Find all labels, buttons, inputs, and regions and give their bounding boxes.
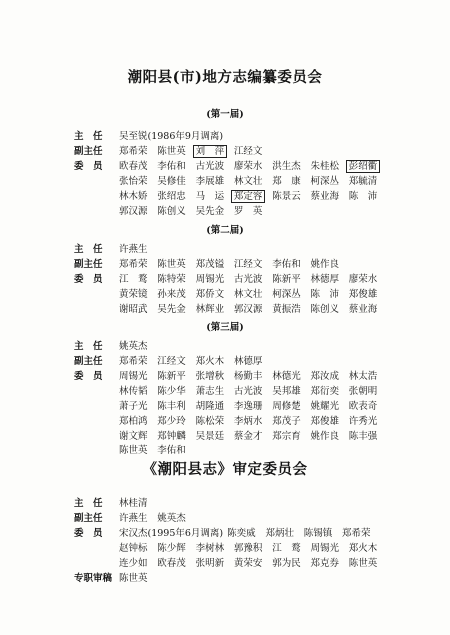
member-name: 陈新平 xyxy=(272,274,301,285)
name-row xyxy=(119,428,387,442)
member-name: 陈丰利 xyxy=(157,401,186,412)
member-name: 周修楚 xyxy=(272,401,301,412)
member-name: 李展雄 xyxy=(195,176,225,187)
member-name: 谢昭武 xyxy=(119,304,148,315)
member-name: 林德厚 xyxy=(310,274,339,285)
member-name: 郭豫积 xyxy=(233,543,263,554)
member-name: 欧表奇 xyxy=(348,401,378,412)
row-label: 副主任 xyxy=(74,356,103,367)
member-name: 许燕生 xyxy=(119,244,148,255)
member-name: 郑汝成 xyxy=(310,371,339,382)
name-row xyxy=(119,555,387,569)
member-name: 黄荣镜 xyxy=(119,289,148,300)
member-name: 林桂清 xyxy=(119,498,148,509)
member-name: 林传韬 xyxy=(119,386,148,397)
name-row xyxy=(119,338,157,352)
member-name: 郭汉源 xyxy=(233,304,263,315)
member-name: 江经文 xyxy=(233,146,263,157)
member-name: 陈丰强 xyxy=(348,431,378,442)
member-name: 吴修佳 xyxy=(157,176,186,187)
name-row xyxy=(119,368,387,382)
member-name: 洪生杰 xyxy=(272,161,301,172)
row-label: 副主任 xyxy=(74,513,103,524)
member-name: 陈少华 xyxy=(157,386,186,397)
member-name: 张增秋 xyxy=(195,371,225,382)
name-row xyxy=(119,383,387,397)
member-name: 郑宗育 xyxy=(272,431,301,442)
member-name: 郑火木 xyxy=(195,356,225,367)
member-name: 郭为民 xyxy=(272,558,301,569)
row-label: 副主任 xyxy=(74,259,103,270)
name-row xyxy=(119,398,387,412)
row-label: 专职审稿 xyxy=(74,573,113,584)
member-name: 郑俊雄 xyxy=(310,416,339,427)
member-name: 柯深丛 xyxy=(272,289,301,300)
member-name: 马 运 xyxy=(195,191,225,202)
member-name: 郑少玲 xyxy=(157,416,186,427)
row-label: 委 员 xyxy=(74,528,103,539)
page-title: 潮阳县(市)地方志编纂委员会 xyxy=(127,69,323,86)
member-name: 姚作良 xyxy=(310,431,339,442)
member-name: 陈创义 xyxy=(157,206,186,217)
member-name: 江 鹜 xyxy=(272,543,301,554)
member-name: 郑克券 xyxy=(310,558,339,569)
member-name: 吴邦雄 xyxy=(272,386,301,397)
member-name: 李逸珊 xyxy=(233,401,263,412)
member-name: 江经文 xyxy=(157,356,186,367)
member-name: 陈奕威 xyxy=(227,528,256,539)
member-name: 连少如 xyxy=(119,558,148,569)
member-name: 郑茂子 xyxy=(272,416,301,427)
row-label: 主 任 xyxy=(74,498,103,509)
member-name: 陈特荣 xyxy=(157,274,186,285)
member-name: 柯深丛 xyxy=(310,176,339,187)
member-name: 黄荣安 xyxy=(233,558,263,569)
member-name: 陈创义 xyxy=(310,304,339,315)
member-name: 古光波 xyxy=(233,386,263,397)
member-name: 陈世英 xyxy=(119,445,148,456)
member-name: 吴先金 xyxy=(195,206,225,217)
session-heading: (第二届) xyxy=(206,225,244,236)
name-row xyxy=(119,495,157,509)
member-name: 李佑和 xyxy=(157,445,186,456)
member-name: 蔡业海 xyxy=(348,304,378,315)
member-name: 陈松荣 xyxy=(195,416,225,427)
member-name: 郑希荣 xyxy=(342,528,371,539)
member-name: 林文壮 xyxy=(233,289,263,300)
member-name: 郑 康 xyxy=(272,176,301,187)
member-name: 陈世英 xyxy=(119,573,148,584)
name-row xyxy=(119,203,272,217)
row-label: 主 任 xyxy=(74,244,103,255)
member-name: 胡隆通 xyxy=(195,401,225,412)
name-row xyxy=(119,570,157,584)
name-row xyxy=(119,540,387,554)
member-name: 郑茂镒 xyxy=(195,259,225,270)
row-label: 主 任 xyxy=(74,341,103,352)
name-row xyxy=(119,510,196,524)
member-name: 许秀光 xyxy=(348,416,378,427)
member-name: 郑毓清 xyxy=(348,176,378,187)
name-row xyxy=(119,241,157,255)
member-name: 陈 沛 xyxy=(348,191,378,202)
member-name: 古光波 xyxy=(233,274,263,285)
member-name: 郑火木 xyxy=(348,543,378,554)
name-row xyxy=(119,525,380,539)
member-name: 陈世英 xyxy=(157,146,186,157)
name-row xyxy=(119,353,272,367)
member-name: 陈新平 xyxy=(157,371,186,382)
member-name: 姚英杰 xyxy=(119,341,148,352)
member-name: 吴景廷 xyxy=(195,431,225,442)
member-name: 欧春茂 xyxy=(119,161,148,172)
member-name: 张明新 xyxy=(195,558,225,569)
member-name: 江经文 xyxy=(233,259,263,270)
member-name: 李炳水 xyxy=(233,416,263,427)
member-name: 蔡金才 xyxy=(233,431,263,442)
row-label: 委 员 xyxy=(74,371,103,382)
name-row xyxy=(119,128,227,142)
member-name: 陈 沛 xyxy=(310,289,339,300)
member-name: 蔡业海 xyxy=(310,191,339,202)
name-row xyxy=(119,188,387,202)
member-name: 林辉业 xyxy=(195,304,225,315)
member-name: 陈世英 xyxy=(348,558,378,569)
member-name: 孙来茂 xyxy=(157,289,186,300)
member-name: 郑希荣 xyxy=(119,259,148,270)
member-name: 李佑和 xyxy=(272,259,301,270)
member-name: 李佑和 xyxy=(157,161,186,172)
member-name: 郑钟麟 xyxy=(157,431,186,442)
member-name: 陈世英 xyxy=(157,259,186,270)
row-label: 副主任 xyxy=(74,146,103,157)
section-title: 《潮阳县志》审定委员会 xyxy=(142,461,308,478)
session-heading: (第三届) xyxy=(206,322,244,333)
member-name: 谢文辉 xyxy=(119,431,148,442)
member-name: 张怡荣 xyxy=(119,176,148,187)
member-name: 廖荣水 xyxy=(348,274,378,285)
member-name: 郑柏鸿 xyxy=(119,416,148,427)
member-name: 郭汉源 xyxy=(119,206,148,217)
member-name: 陈锡镇 xyxy=(303,528,333,539)
member-name: 林木娇 xyxy=(119,191,148,202)
member-name: 周锡光 xyxy=(195,274,225,285)
member-name: 周锡光 xyxy=(310,543,339,554)
member-name: 古光波 xyxy=(195,161,225,172)
name-row xyxy=(119,173,387,187)
member-name: 罗 英 xyxy=(233,206,263,217)
member-name-boxed: 郑定容 xyxy=(233,191,263,202)
member-name: 黄振浩 xyxy=(272,304,301,315)
member-name: 李树林 xyxy=(195,543,225,554)
member-name: 张绍忠 xyxy=(157,191,186,202)
member-name: 陈少辉 xyxy=(157,543,186,554)
name-row xyxy=(119,143,272,157)
member-name: 廖荣水 xyxy=(233,161,263,172)
member-name: 姚耀光 xyxy=(310,401,339,412)
member-name: 吴先金 xyxy=(157,304,186,315)
row-label: 委 员 xyxy=(74,274,103,285)
row-label: 委 员 xyxy=(74,161,103,172)
name-row xyxy=(119,442,196,456)
member-name: 张朝明 xyxy=(348,386,378,397)
name-row xyxy=(119,271,387,285)
name-row xyxy=(119,413,387,427)
member-name: 宋汉杰(1995年6月调离) xyxy=(119,528,224,539)
member-name: 郑希荣 xyxy=(119,356,148,367)
member-name: 萧志生 xyxy=(195,386,225,397)
name-row xyxy=(119,256,349,270)
member-name: 姚英杰 xyxy=(157,513,186,524)
member-name: 江 鹜 xyxy=(119,274,148,285)
member-name: 许燕生 xyxy=(119,513,148,524)
member-name: 朱桂松 xyxy=(310,161,339,172)
member-name: 周锡光 xyxy=(119,371,148,382)
member-name: 郑俊雄 xyxy=(348,289,378,300)
member-name-boxed: 刘 萍 xyxy=(195,146,225,157)
member-name: 林太浩 xyxy=(348,371,378,382)
member-name-boxed: 彭绍衢 xyxy=(348,161,378,172)
member-name: 林德厚 xyxy=(233,356,263,367)
member-name: 姚作良 xyxy=(310,259,339,270)
name-row xyxy=(119,286,387,300)
member-name: 萧子光 xyxy=(119,401,148,412)
member-name: 杨勤丰 xyxy=(233,371,263,382)
name-row xyxy=(119,301,387,315)
name-row xyxy=(119,158,387,172)
row-label: 主 任 xyxy=(74,131,103,142)
member-name: 郑希荣 xyxy=(119,146,148,157)
member-name: 陈景云 xyxy=(272,191,301,202)
member-name: 郑炳壮 xyxy=(265,528,294,539)
member-name: 吴至锐(1986年9月调离) xyxy=(119,131,224,142)
member-name: 欧春茂 xyxy=(157,558,186,569)
member-name: 林德光 xyxy=(272,371,301,382)
member-name: 郑侨文 xyxy=(195,289,225,300)
session-heading: (第一届) xyxy=(206,109,244,120)
member-name: 林文壮 xyxy=(233,176,263,187)
member-name: 赵钟标 xyxy=(119,543,148,554)
member-name: 郑衍奕 xyxy=(310,386,339,397)
